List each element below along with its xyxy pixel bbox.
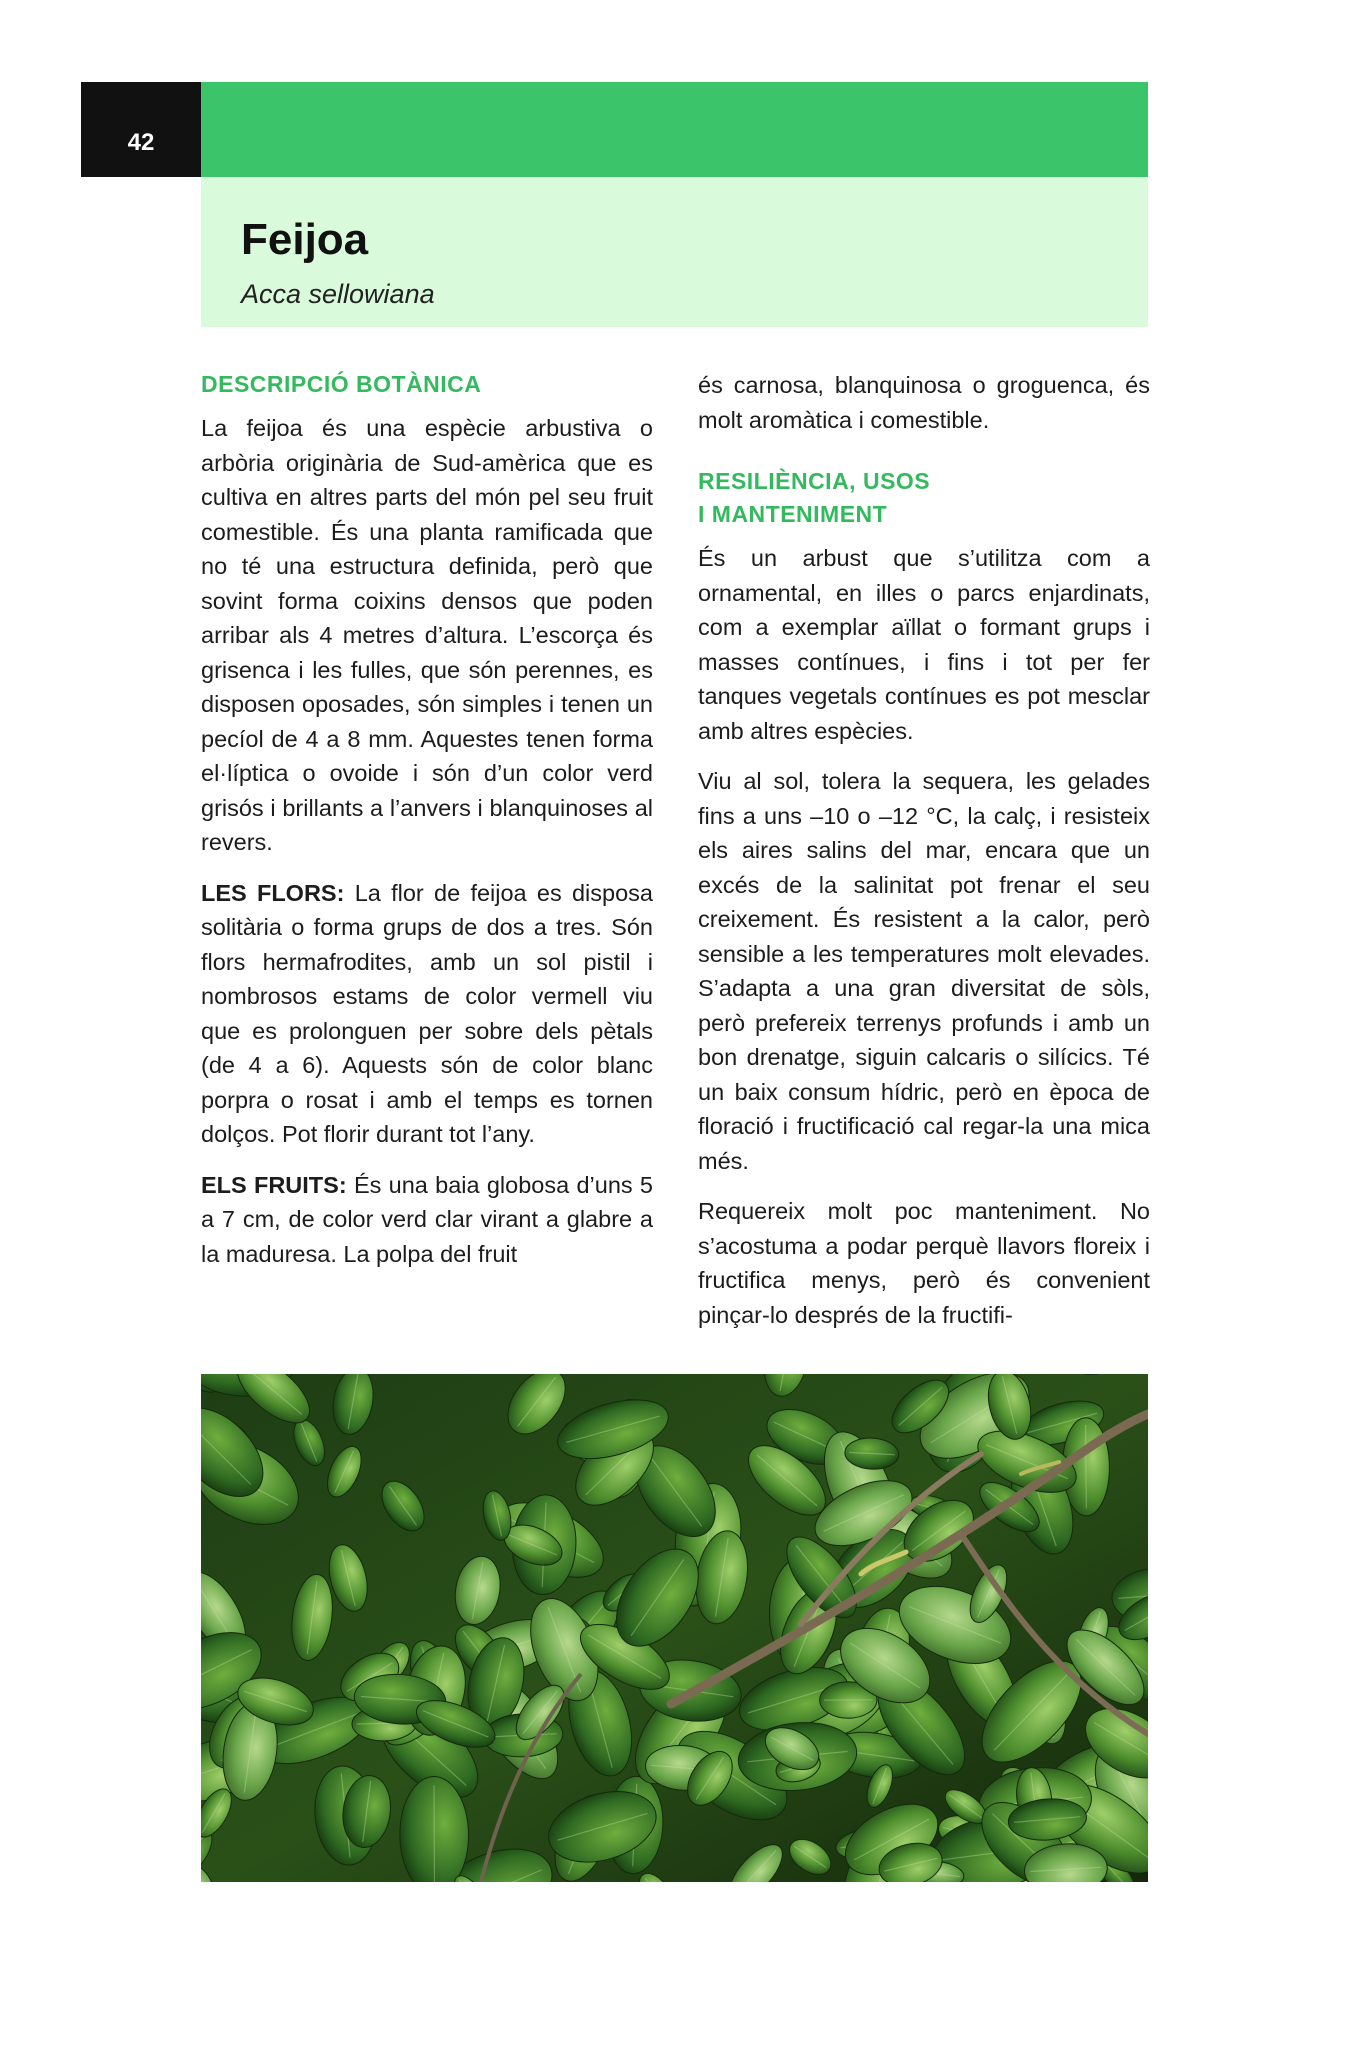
heading-line-2: I MANTENIMENT [698,501,888,527]
fruits-text: És una baia globosa d’uns 5 a 7 cm, de color verd clar virant a glabre a la maduresa. La polpa del fruit [201,1171,653,1267]
title-band [201,177,1148,327]
scientific-name: Acca sellowiana [241,279,435,309]
section-heading-botanical: DESCRIPCIÓ BOTÀNICA [201,371,482,397]
heading-line-1: RESILIÈNCIA, USOS [698,468,931,494]
header-accent-bar [201,82,1148,177]
leaf-vein [434,1785,435,1882]
maintenance-paragraph: Requereix molt poc manteniment. No s’acostuma a podar perquè llavors floreix i fructifica menys, però és convenient pinçar-lo després de la fructifi- [698,1198,1150,1328]
right-column [698,368,1150,1348]
botanical-description: La feijoa és una espècie arbustiva o arbòria originària de Sud-amèrica que es cultiva en altres parts del món pel seu fruit comestible. És una planta ramificada que no té una estructura definida, però que sovint forma coixins densos que poden arribar als 4 metres d’altura. L’escorça és grisenca i les fulles, que són perennes, es disposen oposades, són simples i tenen un pecíol de 4 a 8 mm. Aquestes tenen forma el·líptica o ovoide i són d’un color verd grisós i brillants a l’anvers i blanquinoses al revers. [201,415,653,855]
page-title: Feijoa [241,215,369,264]
flowers-text: La flor de feijoa es disposa solitària o forma grups de dos a tres. Són flors hermafrodites, amb un sol pistil i nombrosos estams de color vermell viu que es prolonguen per sobre dels pètals (de 4 a 6). Aquests són de color blanc porpra o rosat i amb el temps es tornen dolços. Pot florir durant tot l’any. [201,879,653,1147]
fruits-paragraph [201,1168,653,1272]
foliage-illustration [201,1374,1148,1882]
fruits-lead: ELS FRUITS: [201,1171,347,1198]
leaf-vein [1086,1425,1087,1509]
page-number-text: 42 [127,128,155,156]
section-heading-resilience [698,465,1150,531]
flowers-paragraph [201,876,653,1152]
resilience-paragraph: Viu al sol, tolera la sequera, les gelades fins a uns –10 o –12 °C, la calç, i resisteix els aires salins del mar, encara que un excés de la salinitat pot frenar el seu creixement. És resistent a la calor, però sensible a les temperatures molt elevades. S’adapta a una gran diversitat de sòls, però prefereix terrenys profunds i amb un bon drenatge, siguin calcaris o silícics. Té un baix consum hídric, però en època de floració i fructificació cal regar-la una mica més. [698,768,1150,1174]
flowers-lead: LES FLORS: [201,879,345,906]
feijoa-foliage-photo [201,1374,1148,1882]
uses-paragraph: És un arbust que s’utilitza com a ornamental, en illes o parcs enjardinats, com a exemplar aïllat o formant grups i masses contínues, i fins i tot per fer tanques vegetals contínues es pot mesclar amb altres espècies. [698,545,1150,744]
fruits-continued: és carnosa, blanquinosa o groguenca, és molt aromàtica i comestible. [698,372,1150,433]
left-column [201,368,653,1287]
page-number [81,82,201,177]
